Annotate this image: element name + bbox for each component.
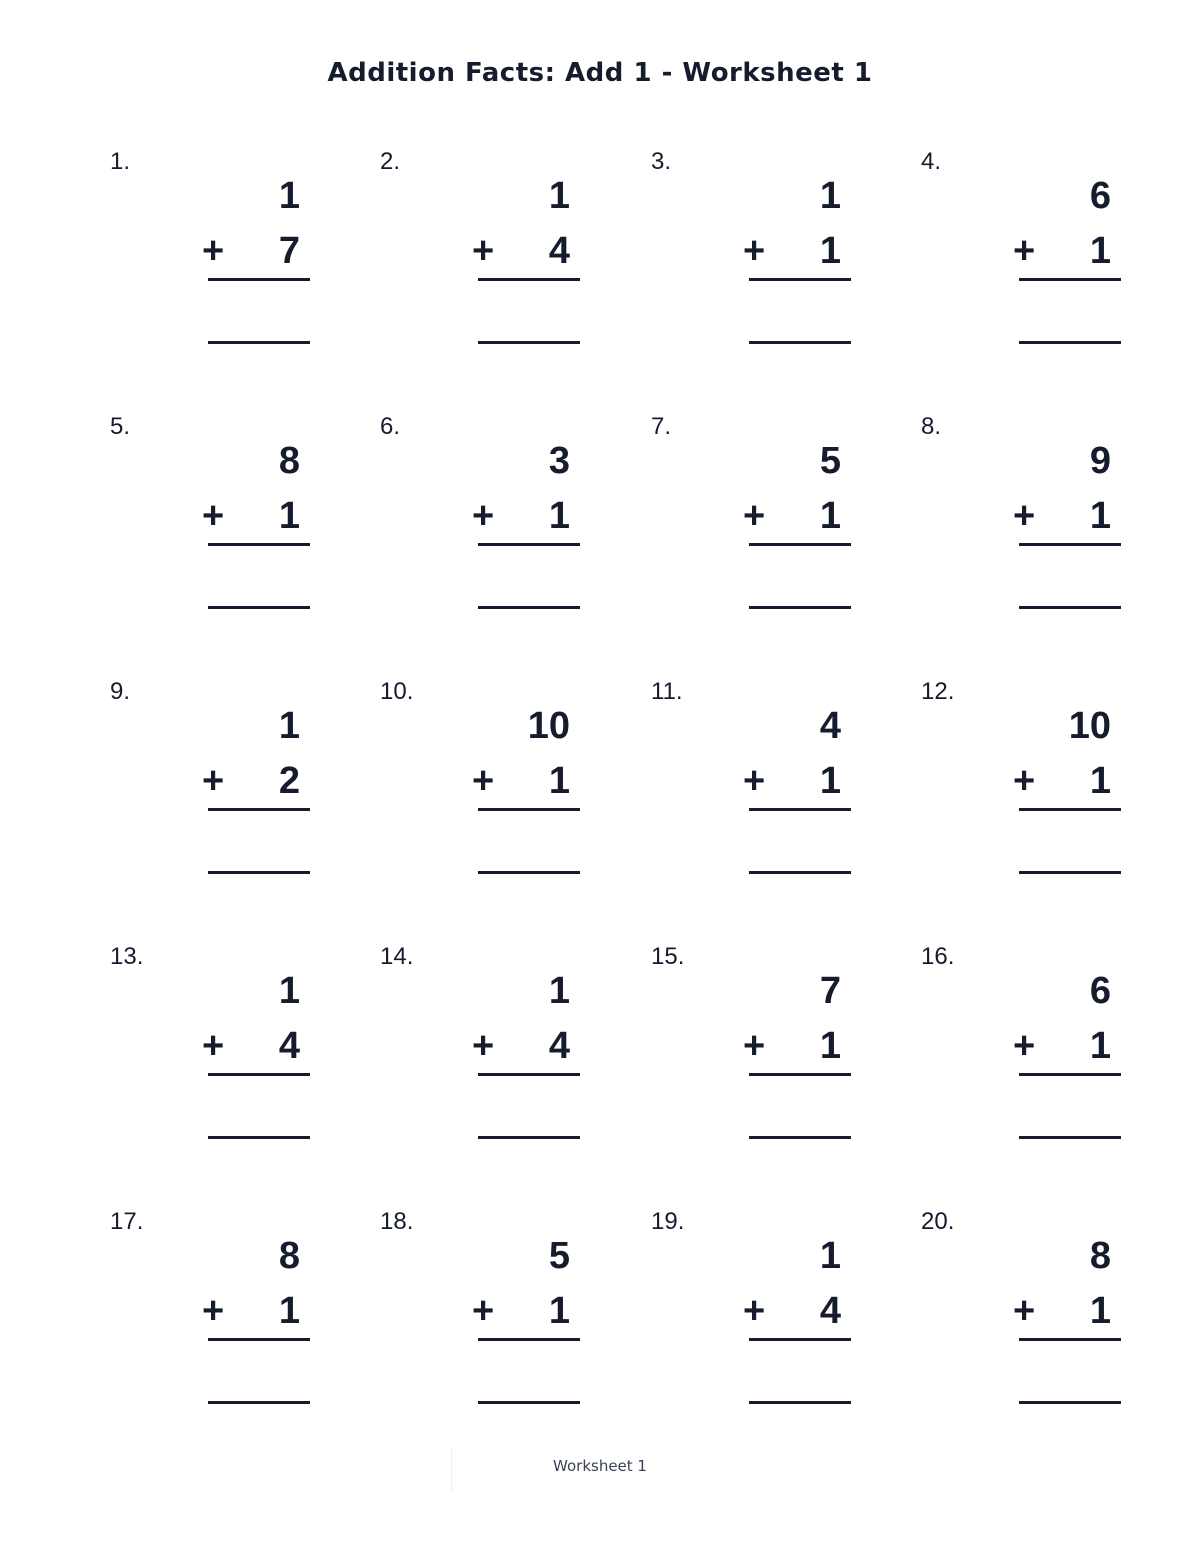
bottom-addend: 1 <box>819 230 841 272</box>
problem-13 <box>110 935 310 1165</box>
top-addend: 1 <box>278 175 300 217</box>
answer-line[interactable] <box>749 1136 851 1139</box>
plus-sign: + <box>472 1025 495 1067</box>
bottom-addend: 1 <box>548 760 570 802</box>
answer-line[interactable] <box>478 341 580 344</box>
bottom-addend: 4 <box>278 1025 300 1067</box>
answer-line[interactable] <box>749 871 851 874</box>
top-addend: 6 <box>1089 970 1111 1012</box>
problem-2 <box>380 140 580 370</box>
bottom-row <box>466 494 570 538</box>
problem-number: 18. <box>380 1208 414 1235</box>
problem-number: 5. <box>110 413 131 440</box>
plus-sign: + <box>1013 230 1036 272</box>
problem-number: 11. <box>651 678 683 705</box>
plus-sign: + <box>202 1025 225 1067</box>
plus-sign: + <box>743 1025 766 1067</box>
plus-sign: + <box>1013 1290 1036 1332</box>
bottom-addend: 1 <box>819 1025 841 1067</box>
plus-sign: + <box>472 1290 495 1332</box>
bottom-row <box>466 1024 570 1068</box>
problem-19 <box>651 1200 851 1430</box>
sum-line <box>749 1073 851 1076</box>
sum-line <box>478 278 580 281</box>
top-addend: 6 <box>1089 175 1111 217</box>
problem-18 <box>380 1200 580 1430</box>
answer-line[interactable] <box>208 871 310 874</box>
sum-line <box>1019 808 1121 811</box>
problem-7 <box>651 405 851 635</box>
bottom-addend: 1 <box>548 495 570 537</box>
bottom-row <box>466 1289 570 1333</box>
bottom-addend: 1 <box>1089 760 1111 802</box>
top-addend: 5 <box>548 1235 570 1277</box>
problem-9 <box>110 670 310 900</box>
top-addend: 10 <box>527 705 570 747</box>
problem-number: 17. <box>110 1208 144 1235</box>
top-addend: 3 <box>548 440 570 482</box>
answer-line[interactable] <box>478 1401 580 1404</box>
top-addend: 7 <box>819 970 841 1012</box>
problem-number: 9. <box>110 678 131 705</box>
problem-20 <box>921 1200 1121 1430</box>
answer-line[interactable] <box>478 606 580 609</box>
sum-line <box>478 543 580 546</box>
bottom-row <box>737 1289 841 1333</box>
bottom-row <box>1007 494 1111 538</box>
sum-line <box>208 278 310 281</box>
bottom-addend: 4 <box>548 1025 570 1067</box>
answer-line[interactable] <box>749 341 851 344</box>
problem-number: 20. <box>921 1208 955 1235</box>
problem-number: 14. <box>380 943 414 970</box>
sum-line <box>749 1338 851 1341</box>
bottom-addend: 1 <box>819 760 841 802</box>
plus-sign: + <box>202 230 225 272</box>
sum-line <box>1019 1338 1121 1341</box>
plus-sign: + <box>1013 1025 1036 1067</box>
problem-12 <box>921 670 1121 900</box>
problem-16 <box>921 935 1121 1165</box>
problem-number: 8. <box>921 413 942 440</box>
bottom-addend: 1 <box>1089 230 1111 272</box>
bottom-addend: 4 <box>548 230 570 272</box>
sum-line <box>208 1073 310 1076</box>
sum-line <box>208 1338 310 1341</box>
problem-number: 4. <box>921 148 942 175</box>
bottom-row <box>1007 759 1111 803</box>
sum-line <box>1019 278 1121 281</box>
sum-line <box>208 808 310 811</box>
problem-15 <box>651 935 851 1165</box>
sum-line <box>749 808 851 811</box>
bottom-addend: 4 <box>819 1290 841 1332</box>
bottom-addend: 1 <box>278 495 300 537</box>
top-addend: 1 <box>278 705 300 747</box>
bottom-row <box>466 229 570 273</box>
problem-number: 10. <box>380 678 414 705</box>
problem-number: 6. <box>380 413 401 440</box>
answer-line[interactable] <box>1019 341 1121 344</box>
top-addend: 1 <box>548 970 570 1012</box>
plus-sign: + <box>472 230 495 272</box>
problem-14 <box>380 935 580 1165</box>
bottom-row <box>737 494 841 538</box>
bottom-addend: 1 <box>819 495 841 537</box>
sum-line <box>208 543 310 546</box>
problem-number: 1. <box>110 148 131 175</box>
bottom-row <box>466 759 570 803</box>
problem-number: 16. <box>921 943 955 970</box>
problem-number: 7. <box>651 413 672 440</box>
top-addend: 10 <box>1068 705 1111 747</box>
answer-line[interactable] <box>1019 1136 1121 1139</box>
top-addend: 5 <box>819 440 841 482</box>
bottom-row <box>196 229 300 273</box>
bottom-row <box>196 1024 300 1068</box>
problem-4 <box>921 140 1121 370</box>
bottom-row <box>1007 1289 1111 1333</box>
plus-sign: + <box>202 495 225 537</box>
top-addend: 1 <box>278 970 300 1012</box>
problem-6 <box>380 405 580 635</box>
bottom-row <box>196 494 300 538</box>
top-addend: 1 <box>548 175 570 217</box>
problem-number: 2. <box>380 148 401 175</box>
bottom-addend: 7 <box>278 230 300 272</box>
answer-line[interactable] <box>1019 1401 1121 1404</box>
problem-number: 13. <box>110 943 144 970</box>
problem-number: 3. <box>651 148 672 175</box>
bottom-addend: 1 <box>1089 1290 1111 1332</box>
bottom-row <box>737 229 841 273</box>
problem-10 <box>380 670 580 900</box>
answer-line[interactable] <box>208 1136 310 1139</box>
plus-sign: + <box>472 760 495 802</box>
answer-line[interactable] <box>208 606 310 609</box>
answer-line[interactable] <box>478 1136 580 1139</box>
top-addend: 9 <box>1089 440 1111 482</box>
bottom-addend: 2 <box>278 760 300 802</box>
plus-sign: + <box>743 230 766 272</box>
sum-line <box>478 1073 580 1076</box>
plus-sign: + <box>202 760 225 802</box>
top-addend: 4 <box>819 705 841 747</box>
answer-line[interactable] <box>1019 606 1121 609</box>
problem-number: 12. <box>921 678 955 705</box>
bottom-addend: 1 <box>1089 1025 1111 1067</box>
sum-line <box>749 543 851 546</box>
sum-line <box>1019 1073 1121 1076</box>
bottom-row <box>737 1024 841 1068</box>
answer-line[interactable] <box>749 606 851 609</box>
plus-sign: + <box>743 1290 766 1332</box>
problem-17 <box>110 1200 310 1430</box>
answer-line[interactable] <box>1019 871 1121 874</box>
bottom-row <box>1007 229 1111 273</box>
plus-sign: + <box>1013 495 1036 537</box>
top-addend: 8 <box>278 440 300 482</box>
answer-line[interactable] <box>749 1401 851 1404</box>
problem-number: 15. <box>651 943 685 970</box>
answer-line[interactable] <box>208 341 310 344</box>
top-addend: 8 <box>1089 1235 1111 1277</box>
bottom-row <box>196 1289 300 1333</box>
plus-sign: + <box>472 495 495 537</box>
bottom-row <box>196 759 300 803</box>
plus-sign: + <box>743 495 766 537</box>
plus-sign: + <box>743 760 766 802</box>
sum-line <box>1019 543 1121 546</box>
sum-line <box>478 808 580 811</box>
answer-line[interactable] <box>478 871 580 874</box>
problem-11 <box>651 670 851 900</box>
problem-3 <box>651 140 851 370</box>
top-addend: 8 <box>278 1235 300 1277</box>
top-addend: 1 <box>819 1235 841 1277</box>
problem-1 <box>110 140 310 370</box>
top-addend: 1 <box>819 175 841 217</box>
bottom-row <box>737 759 841 803</box>
sum-line <box>749 278 851 281</box>
problem-number: 19. <box>651 1208 685 1235</box>
sum-line <box>478 1338 580 1341</box>
page-footer: Worksheet 1 <box>553 1457 647 1475</box>
problem-5 <box>110 405 310 635</box>
problem-8 <box>921 405 1121 635</box>
bottom-addend: 1 <box>278 1290 300 1332</box>
bottom-row <box>1007 1024 1111 1068</box>
bottom-addend: 1 <box>548 1290 570 1332</box>
answer-line[interactable] <box>208 1401 310 1404</box>
plus-sign: + <box>1013 760 1036 802</box>
problem-grid <box>110 140 1110 1420</box>
worksheet-title: Addition Facts: Add 1 - Worksheet 1 <box>327 58 873 88</box>
plus-sign: + <box>202 1290 225 1332</box>
bottom-addend: 1 <box>1089 495 1111 537</box>
